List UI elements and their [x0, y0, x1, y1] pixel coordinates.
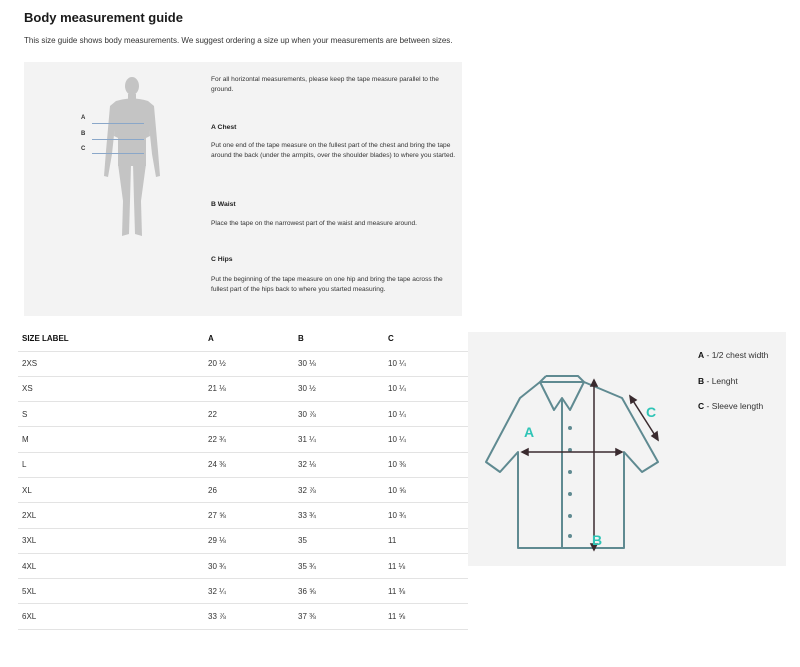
- c-cell: 11 ⅜: [384, 579, 468, 604]
- table-row: [18, 579, 468, 604]
- table-row: [18, 351, 468, 376]
- table-row: [18, 604, 468, 629]
- a-cell: 29 ⅛: [204, 528, 294, 553]
- b-cell: 30 ⅛: [294, 351, 384, 376]
- chest-heading: A Chest: [211, 124, 237, 131]
- size-cell: 6XL: [18, 604, 204, 629]
- table-row: [18, 503, 468, 528]
- c-cell: 10 ¼: [384, 427, 468, 452]
- size-cell: M: [18, 427, 204, 452]
- a-cell: 24 ⅜: [204, 452, 294, 477]
- a-cell: 30 ¾: [204, 553, 294, 578]
- guide-note: For all horizontal measurements, please keep the tape measure parallel to the ground.: [211, 76, 439, 93]
- a-cell: 33 ⅞: [204, 604, 294, 629]
- shirt-diagram-panel: [468, 332, 786, 566]
- table-row: [18, 376, 468, 401]
- size-cell: 4XL: [18, 553, 204, 578]
- shirt-label-a: A: [524, 424, 535, 440]
- legend-item-a: [698, 350, 768, 360]
- hips-heading: C Hips: [211, 256, 233, 263]
- legend-text: - Sleeve length: [704, 401, 764, 411]
- body-figure-icon: [102, 76, 162, 241]
- waist-heading: B Waist: [211, 201, 236, 208]
- size-cell: 2XL: [18, 503, 204, 528]
- a-cell: 26: [204, 477, 294, 502]
- size-cell: L: [18, 452, 204, 477]
- size-cell: 5XL: [18, 579, 204, 604]
- legend-text: - Lenght: [704, 376, 738, 386]
- b-cell: 32 ⅛: [294, 452, 384, 477]
- c-cell: 10 ⅝: [384, 477, 468, 502]
- legend-item-c: [698, 401, 763, 411]
- legend-key: C: [698, 401, 705, 411]
- a-cell: 20 ½: [204, 351, 294, 376]
- header-b: B: [294, 326, 384, 351]
- table-row: [18, 402, 468, 427]
- chest-line: [92, 123, 144, 124]
- a-cell: 32 ¼: [204, 579, 294, 604]
- c-cell: 10 ¾: [384, 503, 468, 528]
- b-cell: 33 ¾: [294, 503, 384, 528]
- table-row: [18, 528, 468, 553]
- b-cell: 35 ¾: [294, 553, 384, 578]
- c-cell: 10 ¼: [384, 402, 468, 427]
- hips-instructions: Put the beginning of the tape measure on one hip and bring the tape across the fullest part of the hips back to where you started measuring.: [211, 276, 443, 293]
- shirt-label-c: C: [646, 404, 657, 420]
- b-cell: 32 ⅞: [294, 477, 384, 502]
- a-cell: 22: [204, 402, 294, 427]
- table-row: [18, 477, 468, 502]
- size-cell: XL: [18, 477, 204, 502]
- waist-line: [92, 139, 144, 140]
- b-cell: 30 ⅞: [294, 402, 384, 427]
- legend-key: B: [698, 376, 705, 386]
- shirt-diagram-icon: [482, 368, 682, 558]
- legend-key: A: [698, 350, 705, 360]
- page-title: Body measurement guide: [24, 10, 183, 25]
- waist-instructions: Place the tape on the narrowest part of the waist and measure around.: [211, 220, 417, 227]
- size-cell: 3XL: [18, 528, 204, 553]
- mark-a-label: A: [81, 115, 86, 121]
- header-a: A: [204, 326, 294, 351]
- size-cell: 2XS: [18, 351, 204, 376]
- c-cell: 10 ⅜: [384, 452, 468, 477]
- c-cell: 11: [384, 528, 468, 553]
- table-header-row: [18, 326, 468, 351]
- a-cell: 22 ¾: [204, 427, 294, 452]
- chest-instructions: Put one end of the tape measure on the fullest part of the chest and bring the tape around the back (under the armpits, over the shoulder blades) to where you started.: [211, 142, 456, 159]
- legend-item-b: [698, 376, 738, 386]
- b-cell: 30 ½: [294, 376, 384, 401]
- size-cell: S: [18, 402, 204, 427]
- body-guide-panel: [24, 62, 462, 316]
- table-row: [18, 427, 468, 452]
- b-cell: 35: [294, 528, 384, 553]
- table-row: [18, 553, 468, 578]
- hips-line: [92, 153, 144, 154]
- legend-text: - 1/2 chest width: [704, 350, 769, 360]
- intro-text: This size guide shows body measurements. We suggest ordering a size up when your measurements are between sizes.: [24, 36, 453, 45]
- shirt-label-b: B: [592, 532, 603, 548]
- c-cell: 10 ¼: [384, 376, 468, 401]
- table-row: [18, 452, 468, 477]
- header-c: C: [384, 326, 468, 351]
- mark-c-label: C: [81, 146, 86, 152]
- c-cell: 10 ¼: [384, 351, 468, 376]
- b-cell: 31 ¼: [294, 427, 384, 452]
- b-cell: 37 ⅜: [294, 604, 384, 629]
- size-table: [18, 326, 468, 630]
- a-cell: 27 ⅝: [204, 503, 294, 528]
- a-cell: 21 ⅛: [204, 376, 294, 401]
- b-cell: 36 ⅝: [294, 579, 384, 604]
- c-cell: 11 ⅝: [384, 604, 468, 629]
- header-size-label: SIZE LABEL: [18, 326, 204, 351]
- size-cell: XS: [18, 376, 204, 401]
- c-cell: 11 ⅛: [384, 553, 468, 578]
- mark-b-label: B: [81, 131, 86, 137]
